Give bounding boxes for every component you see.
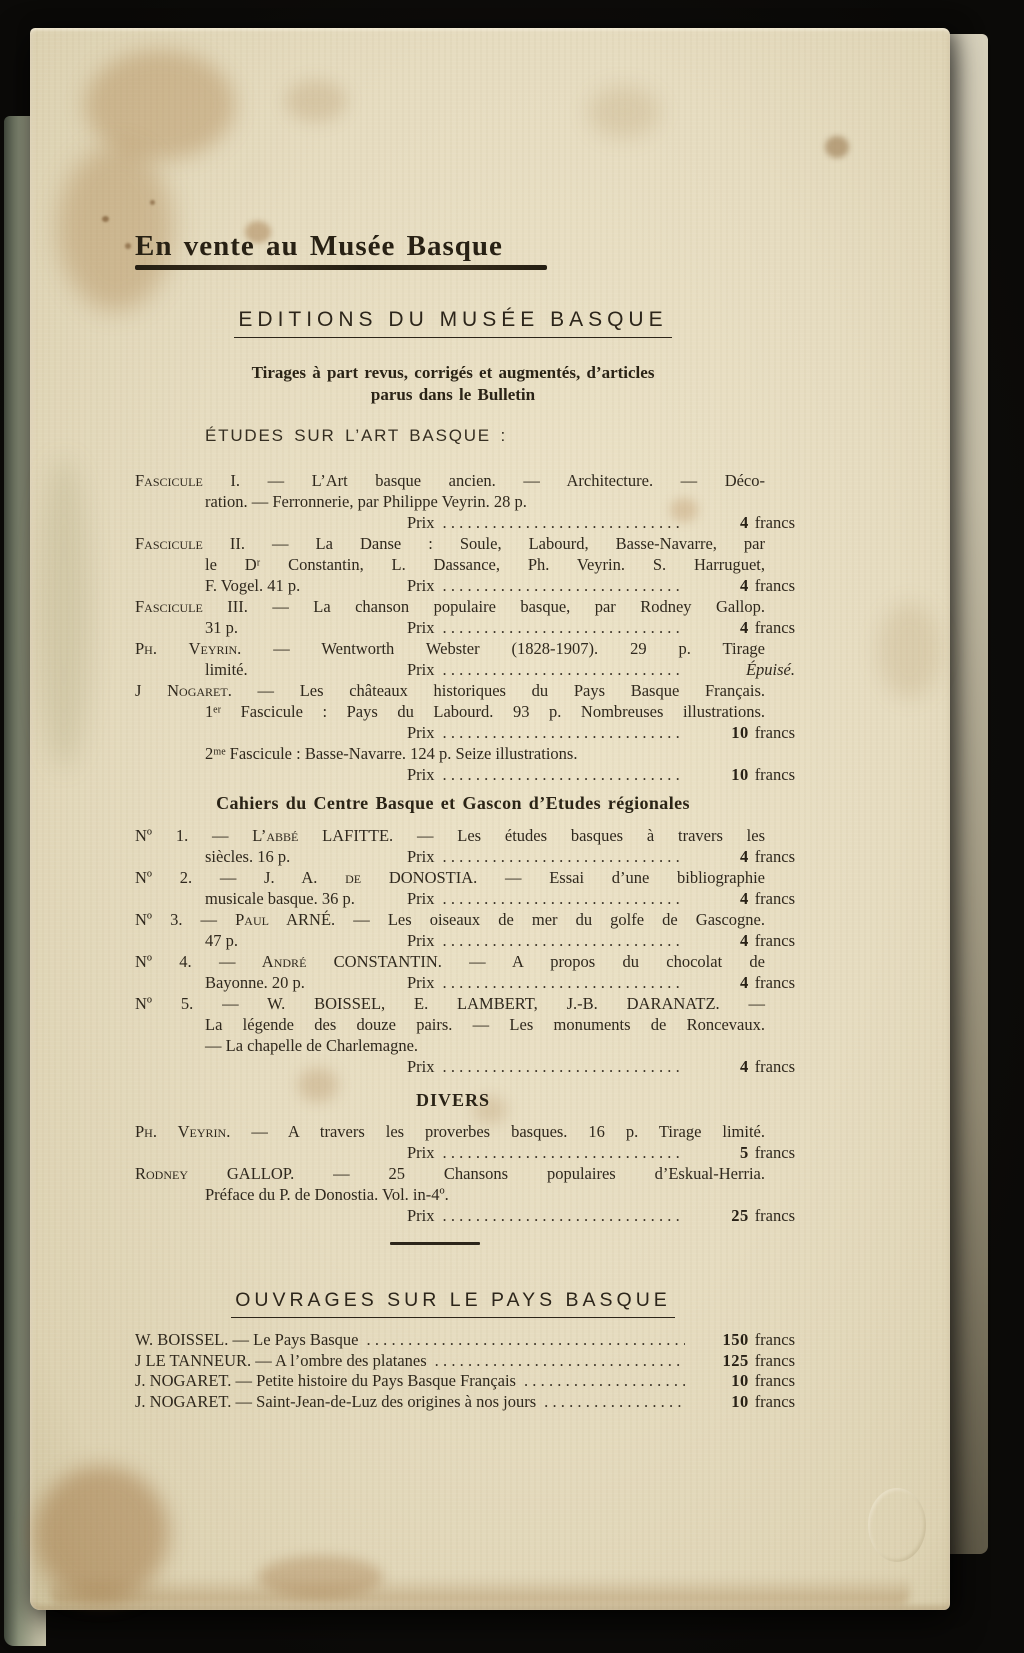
- entry-text-line: [135, 554, 795, 575]
- entry-text-line: [135, 533, 795, 554]
- entry-text: 1ᵉʳ Fascicule : Pays du Labourd. 93 p. Nombreuses illustrations.: [205, 702, 765, 721]
- price-line: [135, 972, 795, 993]
- dot-leader: [443, 1205, 685, 1226]
- entry-text: 47 p.: [205, 931, 238, 950]
- entry-text: — Essai d’une bibliographie: [477, 868, 765, 887]
- catalog-entry: [135, 1330, 795, 1351]
- price-number: 10: [731, 1392, 749, 1412]
- stain-spot: [825, 136, 849, 158]
- dot-leader: [443, 1142, 685, 1163]
- price-line-text: [135, 972, 407, 993]
- entry-text: siècles. 16 p.: [205, 847, 291, 866]
- price-value: [695, 617, 795, 638]
- price-unit: francs: [754, 847, 795, 866]
- price-value: [695, 1392, 795, 1413]
- dot-leader: [443, 972, 685, 993]
- catalog-entry: [135, 596, 795, 638]
- prix-label: Prix: [407, 618, 435, 637]
- dot-leader: [443, 659, 685, 680]
- entry-text: — Les châteaux historiques du Pays Basque Français.: [231, 681, 766, 700]
- divers-list: [135, 1121, 795, 1226]
- price-line-text: [135, 1330, 359, 1351]
- catalog-entry: [135, 680, 795, 785]
- price-value: [695, 1371, 795, 1392]
- entry-text: Bayonne. 20 p.: [205, 973, 305, 992]
- entry-text-line: [135, 1121, 795, 1142]
- price-value: [695, 512, 795, 533]
- dot-leader: [443, 846, 685, 867]
- entry-text-line: [135, 1163, 795, 1184]
- author-name: Nº 5. — W. BOISSEL, E. LAMBERT, J.-B. DARANATZ.: [135, 994, 720, 1013]
- price-number: 10: [731, 1371, 749, 1391]
- price-number: 4: [739, 889, 749, 908]
- catalog-entry: [135, 1121, 795, 1163]
- section-divider: [390, 1242, 480, 1245]
- price-value: [695, 722, 795, 743]
- price-unit: francs: [754, 1392, 795, 1412]
- author-name: Fascicule III.: [135, 597, 248, 616]
- price-value: [695, 846, 795, 867]
- subtitle-line-2: parus dans le Bulletin: [370, 385, 536, 404]
- dot-leader: [443, 1056, 685, 1077]
- editions-heading-wrap: [135, 308, 795, 338]
- price-value: [695, 1351, 795, 1372]
- price-number: 125: [722, 1350, 749, 1370]
- stain-spot: [878, 603, 940, 698]
- entry-text: F. Vogel. 41 p.: [205, 576, 301, 595]
- prix-label: Prix: [407, 660, 435, 679]
- catalog-entry: [135, 1163, 795, 1226]
- prix-label: Prix: [407, 1057, 435, 1076]
- entry-text-line: [135, 993, 795, 1014]
- entry-text: J. NOGARET. — Petite histoire du Pays Basque Français: [135, 1371, 516, 1391]
- entry-text: — A propos du chocolat de: [441, 952, 765, 971]
- catalog-entry: [135, 825, 795, 867]
- price-number: 4: [739, 576, 749, 595]
- prix-label: Prix: [407, 1206, 435, 1225]
- entry-text-line: [135, 638, 795, 659]
- section-heading-editions: EDITIONS DU MUSÉE BASQUE: [234, 308, 671, 338]
- entry-text: —: [719, 994, 765, 1013]
- price-unit: francs: [754, 576, 795, 595]
- price-number: 10: [731, 723, 749, 742]
- entry-text-line: [135, 596, 795, 617]
- catalog-entry: [135, 470, 795, 533]
- price-number: 4: [739, 847, 749, 866]
- price-unit: francs: [754, 1143, 795, 1162]
- catalog-entry: [135, 1371, 795, 1392]
- entry-text-line: [135, 951, 795, 972]
- author-name: Nº 3. — Paul ARNÉ.: [135, 910, 336, 929]
- entry-text-line: [135, 743, 795, 764]
- price-line: [135, 1205, 795, 1226]
- author-name: Nº 4. — André CONSTANTIN.: [135, 952, 442, 971]
- price-line: [135, 764, 795, 785]
- price-line-text: [135, 1392, 536, 1413]
- book-page: [30, 28, 950, 1610]
- price-number: 10: [731, 765, 749, 784]
- section-heading-ouvrages: OUVRAGES SUR LE PAYS BASQUE: [231, 1289, 675, 1318]
- price-line: [135, 846, 795, 867]
- price-unit: francs: [754, 1350, 795, 1370]
- stain-spot: [38, 458, 90, 768]
- dot-leader: [367, 1330, 685, 1351]
- subheading-divers: DIVERS: [415, 1090, 491, 1110]
- entry-text: 2ᵐᵉ Fascicule : Basse-Navarre. 124 p. Seize illustrations.: [205, 744, 578, 763]
- subtitle-line-1: Tirages à part revus, corrigés et augmentés, d’articles: [251, 363, 655, 382]
- dot-leader: [443, 764, 685, 785]
- entry-text: le Dʳ Constantin, L. Dassance, Ph. Veyrin. S. Harruguet,: [205, 555, 765, 574]
- title-underline: [135, 265, 547, 270]
- price-value: [695, 972, 795, 993]
- price-line: [135, 617, 795, 638]
- dot-leader: [443, 722, 685, 743]
- catalog-entry: [135, 909, 795, 951]
- author-name: Nº 2. — J. A. de DONOSTIA.: [135, 868, 478, 887]
- dot-leader: [443, 930, 685, 951]
- prix-label: Prix: [407, 513, 435, 532]
- ouvrages-list: [135, 1330, 795, 1413]
- entry-text-line: [135, 470, 795, 491]
- dot-leader: [443, 575, 685, 596]
- price-line-text: [135, 1351, 427, 1372]
- author-name: Ph. Veyrin.: [135, 1122, 231, 1141]
- price-number: 4: [739, 973, 749, 992]
- price-unit: francs: [754, 889, 795, 908]
- price-number: 4: [739, 931, 749, 950]
- price-number: 4: [739, 618, 749, 637]
- price-unit: francs: [754, 618, 795, 637]
- entry-text: — Les oiseaux de mer du golfe de Gascogne.: [335, 910, 765, 929]
- subheading-cahiers: Cahiers du Centre Basque et Gascon d’Etudes régionales: [216, 793, 690, 813]
- price-line: [135, 1142, 795, 1163]
- entry-text-line: [135, 701, 795, 722]
- entry-text: — La chapelle de Charlemagne.: [205, 1036, 419, 1055]
- price-unit: francs: [754, 513, 795, 532]
- entry-text: — 25 Chansons populaires d’Eskual-Herria.: [294, 1164, 765, 1183]
- author-name: Rodney GALLOP.: [135, 1164, 295, 1183]
- editions-subtitle: [135, 362, 795, 406]
- stain-spot: [50, 1576, 910, 1604]
- price-number: 25: [731, 1206, 749, 1225]
- entry-text: — La Danse : Soule, Labourd, Basse-Navarre, par: [245, 534, 765, 553]
- entry-text-line: [135, 491, 795, 512]
- entry-text: J. NOGARET. — Saint-Jean-de-Luz des origines à nos jours: [135, 1392, 537, 1412]
- prix-label: Prix: [407, 973, 435, 992]
- entry-text-line: [135, 825, 795, 846]
- entry-text: — Les études basques à travers les: [393, 826, 766, 845]
- price-number: 4: [739, 1057, 749, 1076]
- price-number: 5: [739, 1143, 749, 1162]
- price-number: 4: [739, 513, 749, 532]
- catalog-entry: [135, 867, 795, 909]
- dot-leader: [443, 888, 685, 909]
- price-line: [135, 512, 795, 533]
- price-line: [135, 1351, 795, 1372]
- price-unit: francs: [754, 1330, 795, 1349]
- prix-label: Prix: [407, 765, 435, 784]
- price-line: [135, 575, 795, 596]
- embossed-stamp: [868, 1488, 926, 1562]
- catalog-entry: [135, 1351, 795, 1372]
- entry-text: limité.: [205, 660, 248, 679]
- entry-text: La légende des douze pairs. — Les monuments de Roncevaux.: [205, 1015, 765, 1034]
- price-line-text: [135, 659, 407, 680]
- dot-leader: [435, 1351, 685, 1372]
- entry-text: musicale basque. 36 p.: [205, 889, 355, 908]
- price-line: [135, 1392, 795, 1413]
- page-title: En vente au Musée Basque: [135, 230, 503, 262]
- prix-label: Prix: [407, 576, 435, 595]
- price-value: [695, 1142, 795, 1163]
- price-value: [695, 930, 795, 951]
- entry-text-line: [135, 909, 795, 930]
- dot-leader: [443, 617, 685, 638]
- page-content: [135, 28, 795, 1413]
- prix-label: Prix: [407, 889, 435, 908]
- entry-text: — La chanson populaire basque, par Rodney Gallop.: [247, 597, 765, 616]
- entry-text-line: [135, 680, 795, 701]
- price-unit: francs: [754, 973, 795, 992]
- author-name: J Nogaret.: [135, 681, 232, 700]
- catalog-entry: [135, 638, 795, 680]
- price-value: [695, 764, 795, 785]
- entry-text: — L’Art basque ancien. — Architecture. — Déco-: [240, 471, 766, 490]
- price-line-text: [135, 575, 407, 596]
- price-line-text: [135, 1371, 516, 1392]
- price-line: [135, 1056, 795, 1077]
- catalog-entry: [135, 1392, 795, 1413]
- catalog-entry: [135, 951, 795, 993]
- cahiers-list: [135, 825, 795, 1077]
- price-line: [135, 659, 795, 680]
- price-line-text: [135, 617, 407, 638]
- price-line-text: [135, 846, 407, 867]
- price-value: [695, 1205, 795, 1226]
- price-line: [135, 888, 795, 909]
- dot-leader: [524, 1371, 685, 1392]
- stain-spot: [102, 216, 109, 222]
- catalog-entry: [135, 533, 795, 596]
- author-name: Ph. Veyrin.: [135, 639, 242, 658]
- entry-text: Préface du P. de Donostia. Vol. in-4º.: [205, 1185, 449, 1204]
- entry-text: — Wentworth Webster (1828-1907). 29 p. Tirage: [241, 639, 765, 658]
- prix-label: Prix: [407, 1143, 435, 1162]
- price-unit: francs: [754, 931, 795, 950]
- entry-text: W. BOISSEL. — Le Pays Basque: [135, 1330, 359, 1349]
- dot-leader: [443, 512, 685, 533]
- prix-label: Prix: [407, 847, 435, 866]
- price-value: [695, 1056, 795, 1077]
- price-unit: francs: [754, 1371, 795, 1391]
- ouvrages-heading-wrap: [135, 1289, 795, 1318]
- stain-spot: [125, 243, 131, 249]
- price-line-text: [135, 888, 407, 909]
- entry-text-line: [135, 867, 795, 888]
- stain-spot: [34, 1466, 169, 1601]
- price-number: 150: [722, 1330, 749, 1349]
- entry-text-line: [135, 1014, 795, 1035]
- price-line: [135, 930, 795, 951]
- price-unit: francs: [754, 765, 795, 784]
- subheading-etudes: ÉTUDES SUR L’ART BASQUE :: [205, 426, 507, 445]
- catalog-entry: [135, 993, 795, 1077]
- price-line: [135, 1330, 795, 1351]
- price-value: [695, 575, 795, 596]
- dot-leader: [544, 1392, 685, 1413]
- price-unit: francs: [754, 1057, 795, 1076]
- price-line: [135, 722, 795, 743]
- entry-text: 31 p.: [205, 618, 238, 637]
- entry-text: — A travers les proverbes basques. 16 p. Tirage limité.: [230, 1122, 765, 1141]
- author-name: Nº 1. — L’abbé LAFITTE.: [135, 826, 394, 845]
- price-value: [695, 659, 795, 680]
- price-unit: Épuisé.: [745, 660, 795, 679]
- prix-label: Prix: [407, 723, 435, 742]
- price-line-text: [135, 930, 407, 951]
- author-name: Fascicule I.: [135, 471, 241, 490]
- entry-text-line: [135, 1035, 795, 1056]
- price-unit: francs: [754, 723, 795, 742]
- stain-spot: [258, 1556, 383, 1598]
- entry-text: J LE TANNEUR. — A l’ombre des platanes: [135, 1350, 427, 1370]
- price-value: [695, 888, 795, 909]
- entry-text: ration. — Ferronnerie, par Philippe Veyrin. 28 p.: [205, 492, 527, 511]
- entry-text-line: [135, 1184, 795, 1205]
- price-unit: francs: [754, 1206, 795, 1225]
- prix-label: Prix: [407, 931, 435, 950]
- price-line: [135, 1371, 795, 1392]
- price-value: [695, 1330, 795, 1351]
- etudes-list: [135, 470, 795, 785]
- author-name: Fascicule II.: [135, 534, 245, 553]
